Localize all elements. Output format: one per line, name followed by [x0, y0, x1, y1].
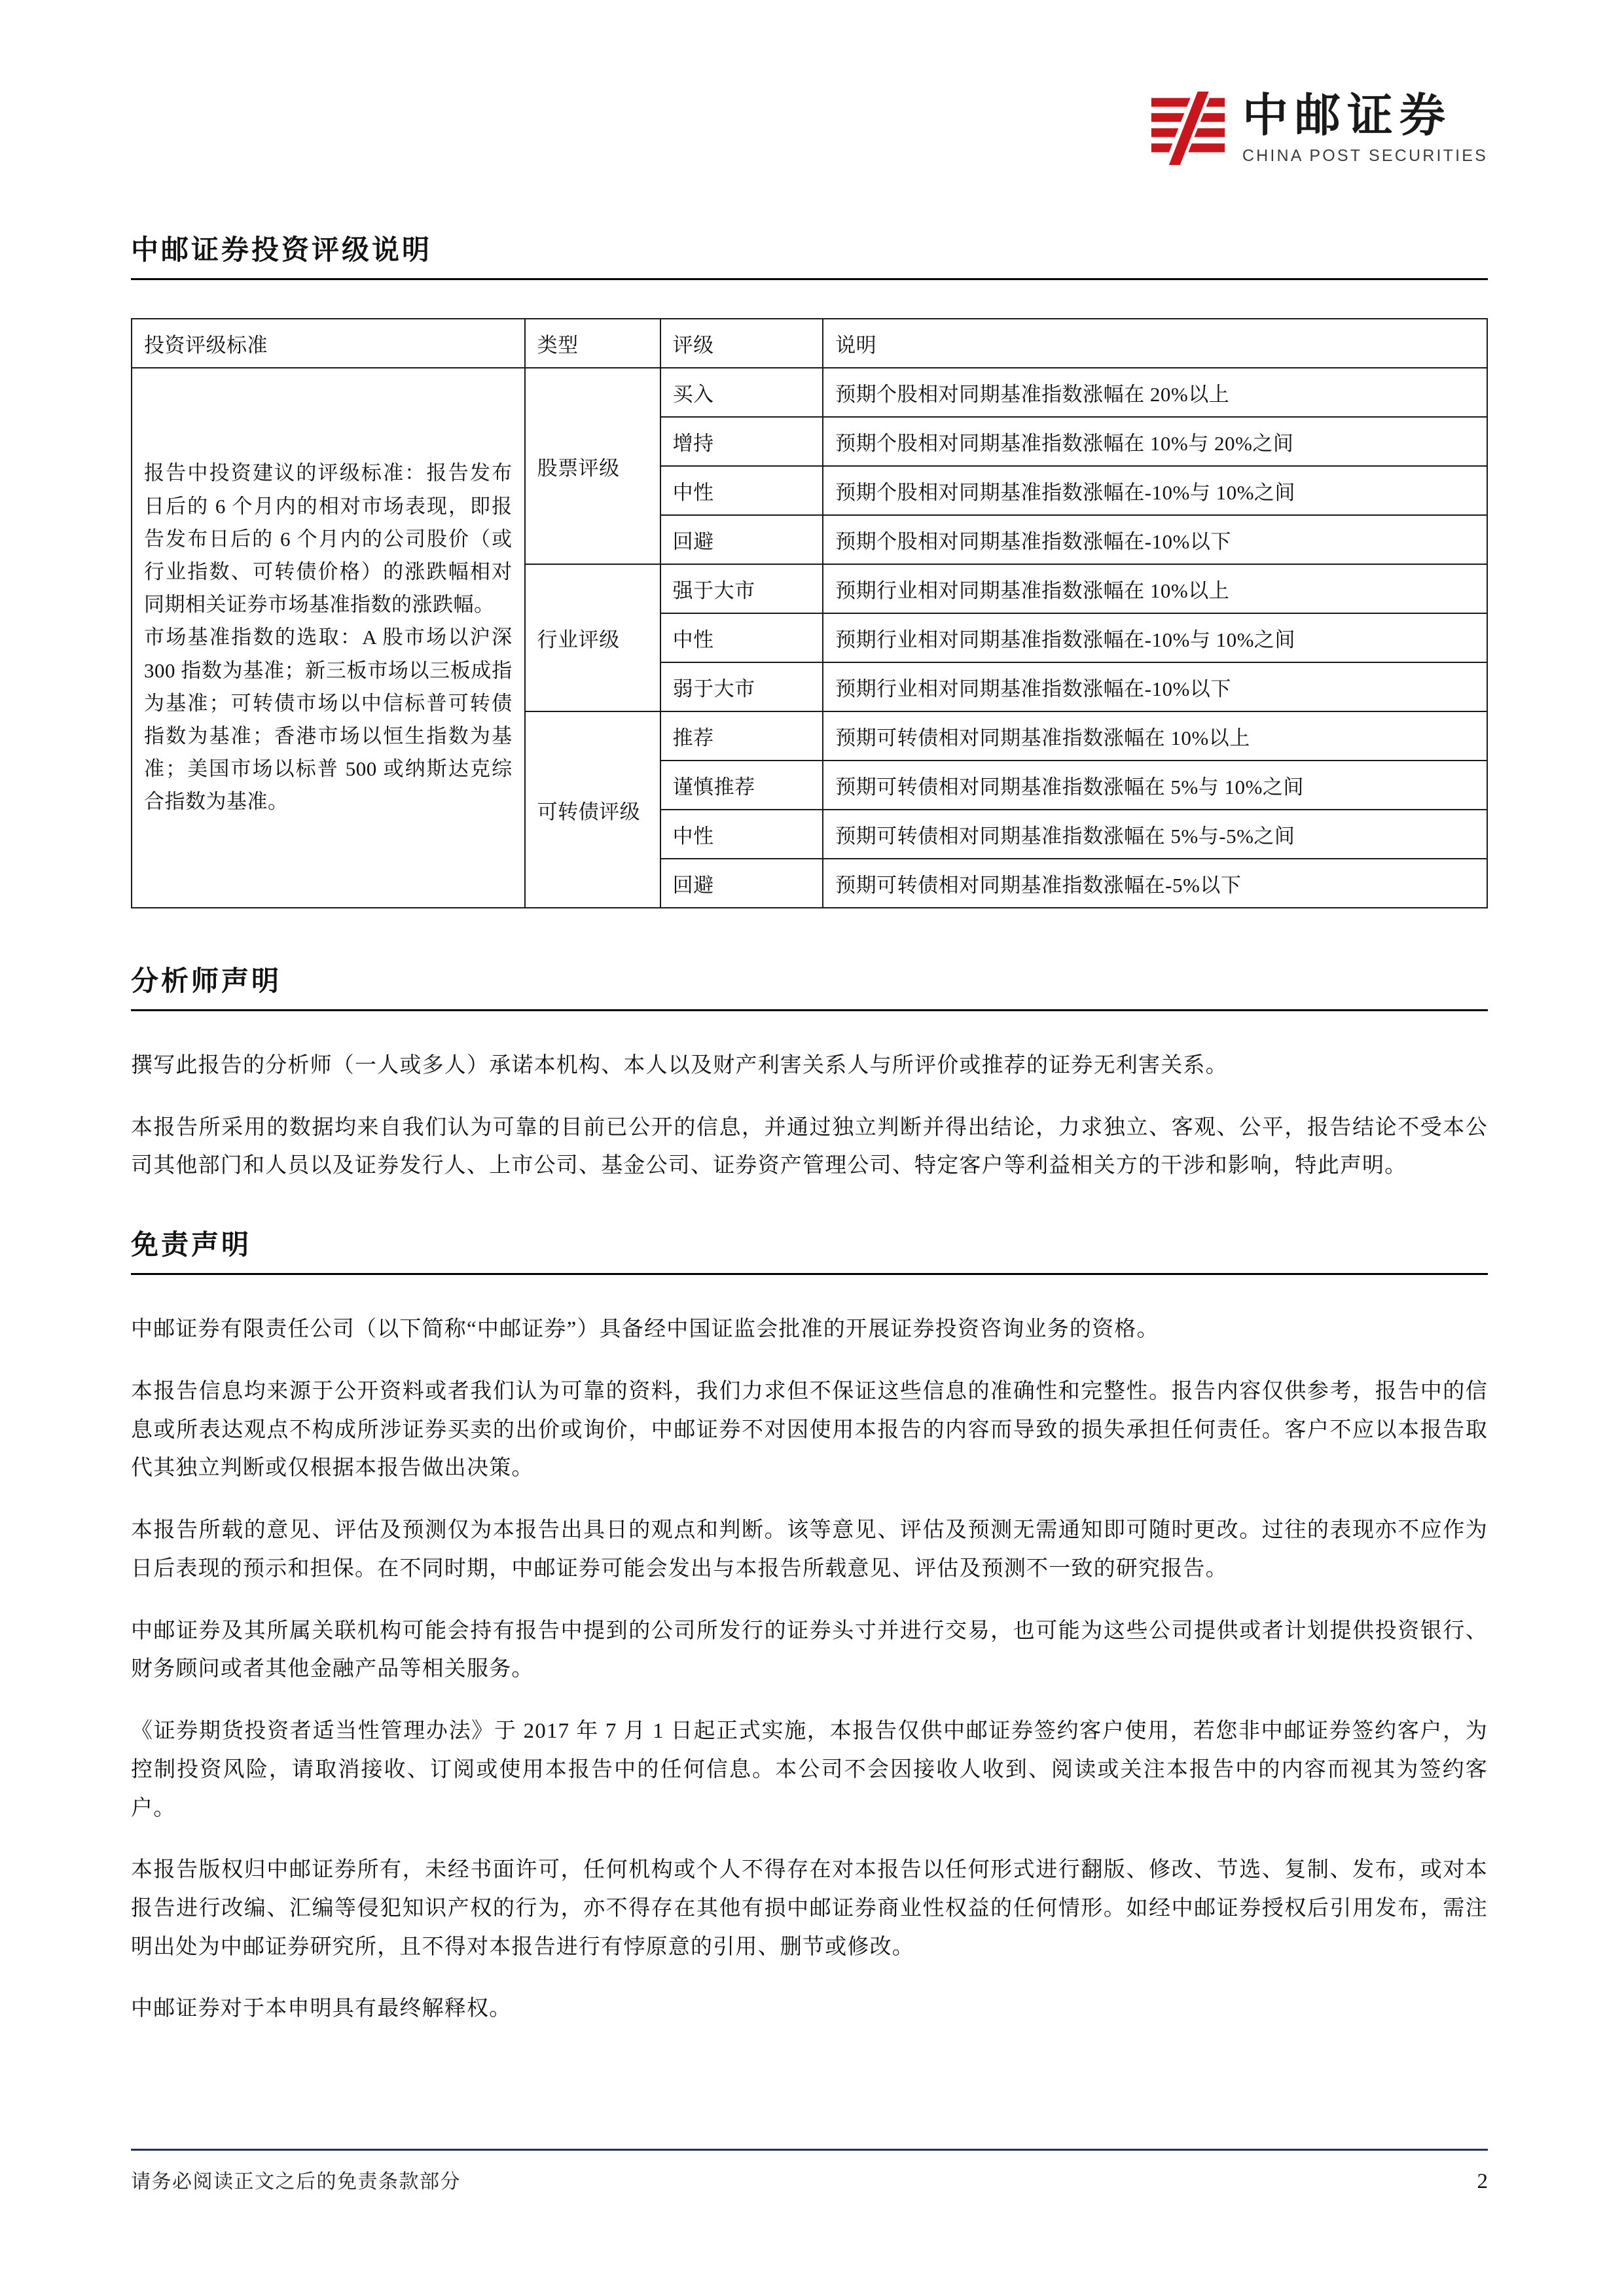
rating-table: [131, 318, 1488, 908]
page-header: [0, 0, 1624, 168]
rating-cell: 弱于大市: [660, 662, 823, 711]
col-header-standard: 投资评级标准: [132, 319, 525, 368]
desc-cell: 预期可转债相对同期基准指数涨幅在 10%以上: [823, 711, 1487, 761]
type-cell-industry: 行业评级: [525, 564, 660, 711]
china-post-logo-icon: [1148, 88, 1228, 168]
desc-cell: 预期个股相对同期基准指数涨幅在 10%与 20%之间: [823, 417, 1487, 466]
brand-name-cn: 中邮证券: [1242, 91, 1452, 141]
analyst-paragraph: 本报告所采用的数据均来自我们认为可靠的目前已公开的信息，并通过独立判断并得出结论，力求独立、客观、公平，报告结论不受本公司其他部门和人员以及证券发行人、上市公司、基金公司、证券资产管理公司、特定客户等利益相关方的干涉和影响，特此声明。: [131, 1115, 1488, 1178]
analyst-section-title: 分析师声明: [131, 960, 1488, 1011]
rating-table-header-row: [132, 319, 1487, 368]
desc-cell: 预期个股相对同期基准指数涨幅在-10%与 10%之间: [823, 466, 1487, 515]
rating-cell: 回避: [660, 515, 823, 564]
rating-cell: 推荐: [660, 711, 823, 761]
desc-cell: 预期可转债相对同期基准指数涨幅在 5%与-5%之间: [823, 810, 1487, 859]
brand-block: [1148, 88, 1488, 168]
rating-cell: 中性: [660, 466, 823, 515]
desc-cell: 预期行业相对同期基准指数涨幅在-10%以下: [823, 662, 1487, 711]
disclaimer-paragraph: 《证券期货投资者适当性管理办法》于 2017 年 7 月 1 日起正式实施，本报告仅供中邮证券签约客户使用，若您非中邮证券签约客户，为控制投资风险，请取消接收、订阅或使用本报告中的任何信息。本公司不会因接收人收到、阅读或关注本报告中的内容而视其为签约客户。: [131, 1719, 1488, 1820]
page-footer: [131, 2149, 1488, 2194]
rating-row: [132, 368, 1487, 417]
page-number: 2: [1477, 2170, 1488, 2193]
desc-cell: 预期行业相对同期基准指数涨幅在-10%与 10%之间: [823, 613, 1487, 662]
rating-cell: 增持: [660, 417, 823, 466]
desc-cell: 预期行业相对同期基准指数涨幅在 10%以上: [823, 564, 1487, 613]
desc-cell: 预期个股相对同期基准指数涨幅在-10%以下: [823, 515, 1487, 564]
type-cell-stock: 股票评级: [525, 368, 660, 564]
type-cell-convertible: 可转债评级: [525, 711, 660, 908]
rating-cell: 谨慎推荐: [660, 761, 823, 810]
desc-cell: 预期个股相对同期基准指数涨幅在 20%以上: [823, 368, 1487, 417]
rating-cell: 回避: [660, 859, 823, 908]
disclaimer-paragraph: 中邮证券及其所属关联机构可能会持有报告中提到的公司所发行的证券头寸并进行交易，也可能为这些公司提供或者计划提供投资银行、财务顾问或者其他金融产品等相关服务。: [131, 1619, 1488, 1681]
brand-name-en: CHINA POST SECURITIES: [1242, 147, 1488, 165]
col-header-desc: 说明: [823, 319, 1487, 368]
disclaimer-paragraph: 本报告所载的意见、评估及预测仅为本报告出具日的观点和判断。该等意见、评估及预测无需通知即可随时更改。过往的表现亦不应作为日后表现的预示和担保。在不同时期，中邮证券可能会发出与本报告所载意见、评估及预测不一致的研究报告。: [131, 1518, 1488, 1581]
brand-text: [1242, 91, 1488, 166]
col-header-type: 类型: [525, 319, 660, 368]
rating-cell: 中性: [660, 810, 823, 859]
disclaimer-paragraph: 本报告版权归中邮证券所有，未经书面许可，任何机构或个人不得存在对本报告以任何形式进行翻版、修改、节选、复制、发布，或对本报告进行改编、汇编等侵犯知识产权的行为，亦不得存在其他有损中邮证券商业性权益的任何情形。如经中邮证券授权后引用发布，需注明出处为中邮证券研究所，且不得对本报告进行有悖原意的引用、删节或修改。: [131, 1858, 1488, 1959]
disclaimer-paragraph: 中邮证券对于本申明具有最终解释权。: [131, 1997, 512, 2021]
disclaimer-paragraph: 中邮证券有限责任公司（以下简称“中邮证券”）具备经中国证监会批准的开展证券投资咨询业务的资格。: [131, 1318, 1159, 1342]
rating-standard-cell: [132, 368, 525, 908]
desc-cell: 预期可转债相对同期基准指数涨幅在 5%与 10%之间: [823, 761, 1487, 810]
rating-standard-para1: 报告中投资建议的评级标准：报告发布日后的 6 个月内的相对市场表现，即报告发布日后的 6 个月内的公司股价（或行业指数、可转债价格）的涨跌幅相对同期相关证券市场基准指数的涨跌幅。: [144, 461, 513, 617]
disclaimer-section-title: 免责声明: [131, 1223, 1488, 1275]
footer-disclaimer-note: 请务必阅读正文之后的免责条款部分: [131, 2171, 461, 2193]
rating-cell: 中性: [660, 613, 823, 662]
desc-cell: 预期可转债相对同期基准指数涨幅在-5%以下: [823, 859, 1487, 908]
rating-cell: 买入: [660, 368, 823, 417]
disclaimer-paragraph: 本报告信息均来源于公开资料或者我们认为可靠的资料，我们力求但不保证这些信息的准确性和完整性。报告内容仅供参考，报告中的信息或所表达观点不构成所涉证券买卖的出价或询价，中邮证券不对因使用本报告的内容而导致的损失承担任何责任。客户不应以本报告取代其独立判断或仅根据本报告做出决策。: [131, 1379, 1488, 1480]
rating-section-title: 中邮证券投资评级说明: [131, 228, 1488, 280]
analyst-paragraph: 撰写此报告的分析师（一人或多人）承诺本机构、本人以及财产利害关系人与所评价或推荐的证券无利害关系。: [131, 1054, 1228, 1077]
rating-standard-para2: 市场基准指数的选取：A 股市场以沪深 300 指数为基准；新三板市场以三板成指为基准；可转债市场以中信标普可转债指数为基准；香港市场以恒生指数为基准；美国市场以标普 500 或纳斯达克综合指数为基准。: [144, 626, 513, 814]
col-header-rating: 评级: [660, 319, 823, 368]
rating-cell: 强于大市: [660, 564, 823, 613]
